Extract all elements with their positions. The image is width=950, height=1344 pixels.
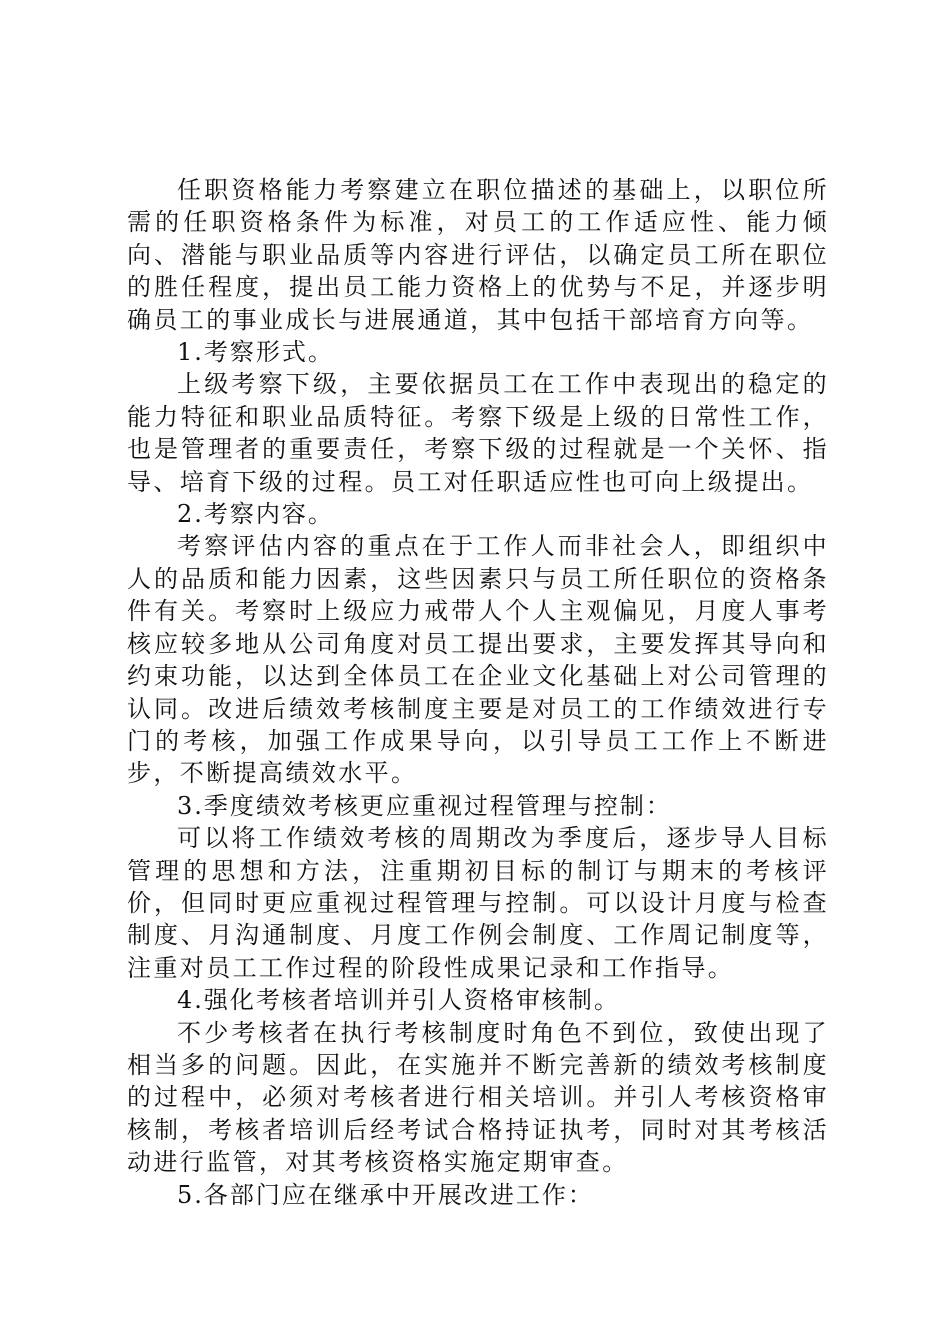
- paragraph-4: 不少考核者在执行考核制度时角色不到位，致使出现了相当多的问题。因此，在实施并不断完善新的绩效考核制度的过程中，必须对考核者进行相关培训。并引人考核资格审核制，考核者培训后经考试合格持证执考，同时对其考核活动进行监管，对其考核资格实施定期审查。: [127, 1018, 829, 1177]
- paragraph-3: 可以将工作绩效考核的周期改为季度后，逐步导人目标管理的思想和方法，注重期初目标的制订与期末的考核评价，但同时更应重视过程管理与控制。可以设计月度与检查制度、月沟通制度、月度工作例会制度、工作周记制度等，注重对员工工作过程的阶段性成果记录和工作指导。: [127, 824, 829, 982]
- heading-4: 4.强化考核者培训并引人资格审核制。: [177, 986, 620, 1015]
- heading-3: 3.季度绩效考核更应重视过程管理与控制：: [177, 791, 672, 820]
- heading-2: 2.考察内容。: [177, 500, 334, 529]
- paragraph-1: 上级考察下级，主要依据员工在工作中表现出的稳定的能力特征和职业品质特征。考察下级是上级的日常性工作，也是管理者的重要责任，考察下级的过程就是一个关怀、指导、培育下级的过程。员工对任职适应性也可向上级提出。: [127, 370, 829, 496]
- heading-1: 1.考察形式。: [177, 338, 334, 367]
- paragraph-intro: 任职资格能力考察建立在职位描述的基础上，以职位所需的任职资格条件为标准，对员工的工作适应性、能力倾向、潜能与职业品质等内容进行评估，以确定员工所在职位的胜任程度，提出员工能力资格上的优势与不足，并逐步明确员工的事业成长与进展通道，其中包括干部培育方向等。: [127, 176, 829, 334]
- paragraph-2: 考察评估内容的重点在于工作人而非社会人，即组织中人的品质和能力因素，这些因素只与员工所任职位的资格条件有关。考察时上级应力戒带人个人主观偏见，月度人事考核应较多地从公司角度对员工提出要求，主要发挥其导向和约束功能，以达到全体员工在企业文化基础上对公司管理的认同。改进后绩效考核制度主要是对员工的工作绩效进行专门的考核，加强工作成果导向，以引导员工工作上不断进步，不断提高绩效水平。: [127, 532, 829, 788]
- heading-5: 5.各部门应在继承中开展改进工作：: [177, 1180, 594, 1209]
- document-body: [127, 174, 829, 1211]
